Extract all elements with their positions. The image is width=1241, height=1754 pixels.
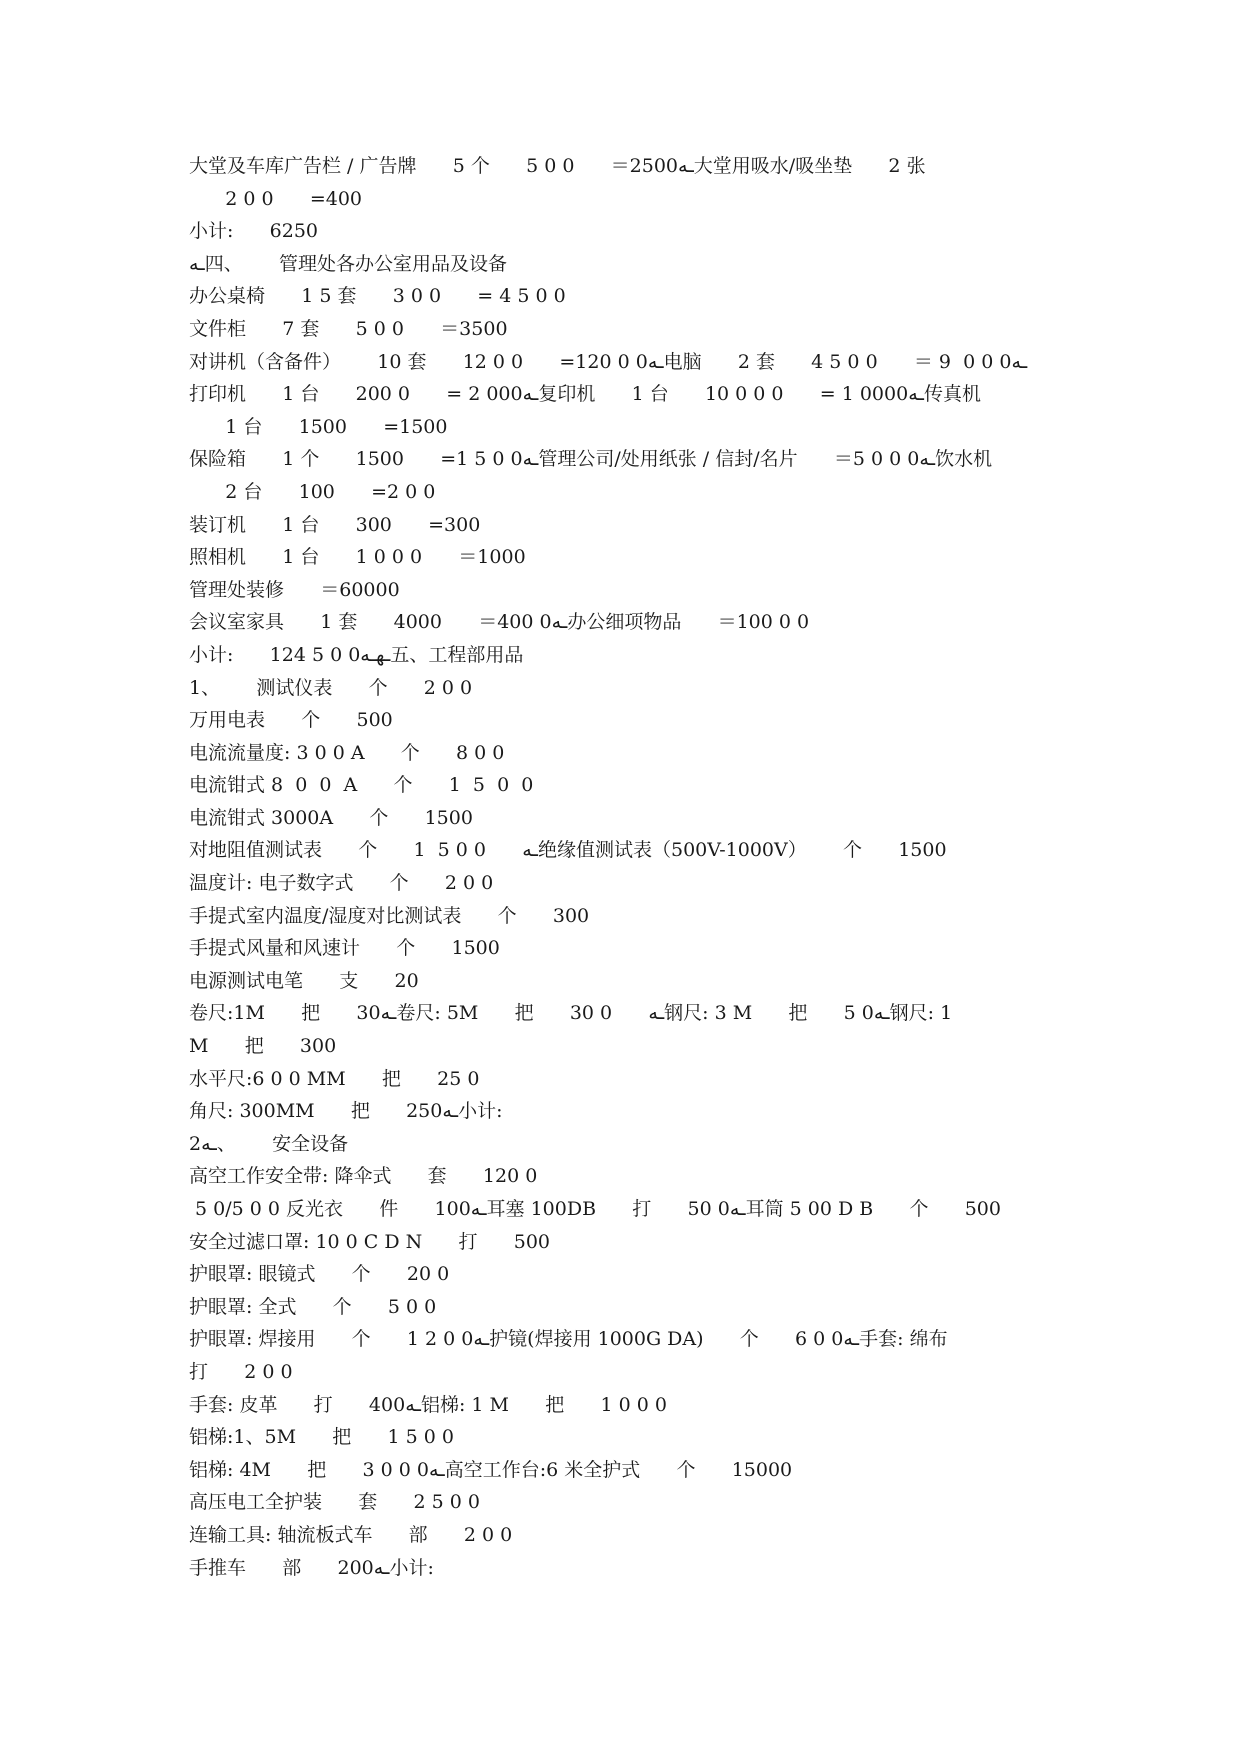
text-line: 2 台 100 =2 0 0 [189, 480, 436, 503]
text-line: 护眼罩: 眼镜式 个 20 0 [189, 1263, 450, 1286]
text-line: 高压电工全护装 套 2 5 0 0 [189, 1491, 480, 1514]
text-line: 安全过滤口罩: 10 0 C D N 打 500 [189, 1230, 551, 1253]
text-line: 5 0/5 0 0 反光衣 件 100ـه耳塞 100DB 打 50 0ـه耳筒 5 00 D B 个 500 [189, 1198, 1001, 1220]
text-line: 照相机 1 台 1 0 0 0 ＝1000 [189, 546, 526, 569]
text-line: 管理处装修 ＝60000 [189, 578, 400, 601]
text-line: 1 台 1500 =1500 [189, 415, 448, 438]
text-line: 万用电表 个 500 [189, 709, 393, 732]
text-line: 手推车 部 200ـه小计: [189, 1556, 434, 1579]
document-body [189, 150, 1059, 1584]
text-line: 对讲机（含备件） 10 套 12 0 0 =120 0 0ـه电脑 2 套 4 5 0 0 ＝ 9 0 0 0ـه [189, 350, 1028, 373]
text-line: 铝梯: 4M 把 3 0 0 0ـه高空工作台:6 米全护式 个 15000 [189, 1458, 793, 1481]
text-line: 打 2 0 0 [189, 1360, 293, 1383]
text-line: 1、 测试仪表 个 2 0 0 [189, 676, 473, 699]
text-line: 小计: 124 5 0 0ـهـه五、工程部用品 [189, 643, 524, 666]
text-line: 手套: 皮革 打 400ـه铝梯: 1 M 把 1 0 0 0 [189, 1393, 667, 1416]
text-line: 护眼罩: 全式 个 5 0 0 [189, 1295, 437, 1318]
text-line: 手提式室内温度/湿度对比测试表 个 300 [189, 904, 590, 927]
text-line: 大堂及车库广告栏 / 广告牌 5 个 5 0 0 ＝2500ـه大堂用吸水/吸坐垫 2 张 [189, 155, 926, 177]
text-line: 装订机 1 台 300 =300 [189, 513, 481, 536]
text-line: 电源测试电笔 支 20 [189, 969, 419, 992]
text-line: 2 0 0 =400 [189, 187, 363, 210]
text-line: 电流钳式 8 0 0 A 个 1 5 0 0 [189, 774, 534, 797]
text-line: 手提式风量和风速计 个 1500 [189, 937, 500, 960]
text-line: M 把 300 [189, 1035, 337, 1058]
text-line: 文件柜 7 套 5 0 0 ＝3500 [189, 317, 508, 340]
text-line: 2ـه、 安全设备 [189, 1132, 349, 1155]
text-line: 铝梯:1、5M 把 1 5 0 0 [189, 1426, 454, 1449]
text-line: 水平尺:6 0 0 MM 把 25 0 [189, 1067, 480, 1090]
text-line: 打印机 1 台 200 0 = 2 000ـه复印机 1 台 10 0 0 0 = 1 0000ـه传真机 [189, 383, 981, 406]
text-line: 角尺: 300MM 把 250ـه小计: [189, 1100, 503, 1123]
text-line: 电流钳式 3000A 个 1500 [189, 806, 473, 829]
text-line: 小计: 6250 [189, 220, 318, 243]
text-line: 连输工具: 轴流板式车 部 2 0 0 [189, 1523, 513, 1546]
text-line: 电流流量度: 3 0 0 A 个 8 0 0 [189, 741, 505, 764]
text-line: 对地阻值测试表 个 1 5 0 0 ـه绝缘值测试表（500V-1000V） 个 1500 [189, 839, 947, 862]
text-line: 护眼罩: 焊接用 个 1 2 0 0ـه护镜(焊接用 1000G DA) 个 6 0 0ـه手套: 绵布 [189, 1328, 948, 1351]
text-line: 温度计: 电子数字式 个 2 0 0 [189, 872, 494, 895]
text-line: 高空工作安全带: 降伞式 套 120 0 [189, 1165, 538, 1188]
text-line: 会议室家具 1 套 4000 ＝400 0ـه办公细项物品 ＝100 0 0 [189, 611, 810, 634]
text-line: 办公桌椅 1 5 套 3 0 0 = 4 5 0 0 [189, 285, 566, 308]
text-line: 卷尺:1M 把 30ـه卷尺: 5M 把 30 0 ـه钢尺: 3 M 把 5 0ـه钢尺: 1 [189, 1002, 953, 1025]
text-line: 保险箱 1 个 1500 =1 5 0 0ـه管理公司/处用纸张 / 信封/名片 ＝5 0 0 0ـه饮水机 [189, 448, 993, 471]
text-line: ـه四、 管理处各办公室用品及设备 [189, 252, 508, 275]
